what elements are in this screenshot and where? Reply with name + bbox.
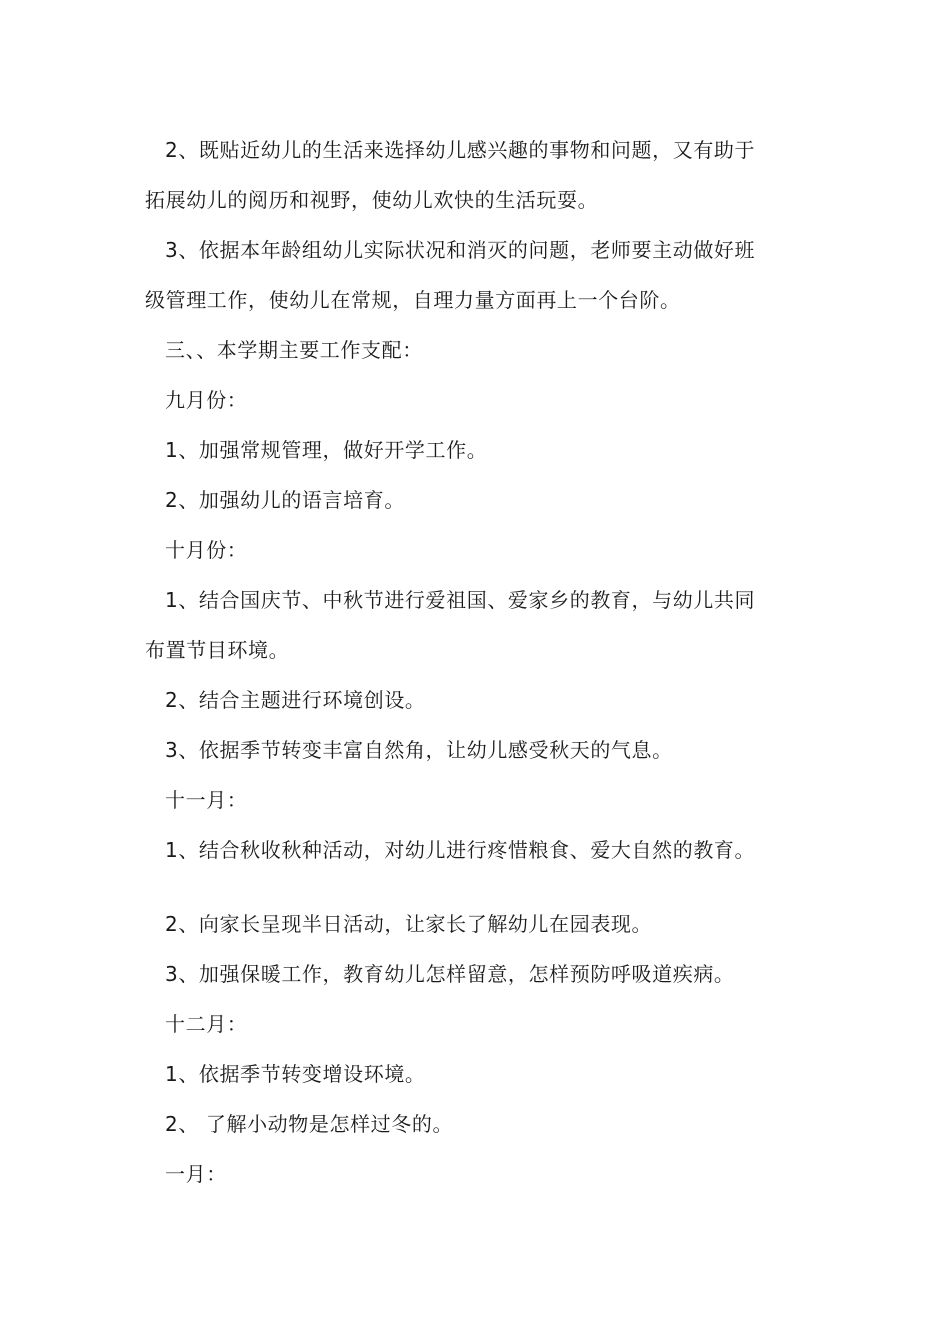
- month-heading: 一月：: [165, 1162, 227, 1186]
- list-item: 1、依据季节转变增设环境。: [165, 1062, 426, 1086]
- list-item: 1、结合秋收秋种活动，对幼儿进行疼惜粮食、爱大自然的教育。: [165, 838, 756, 862]
- paragraph-line: 级管理工作，使幼儿在常规，自理力量方面再上一个台阶。: [145, 288, 681, 312]
- paragraph-line: 2、既贴近幼儿的生活来选择幼儿感兴趣的事物和问题，又有助于: [165, 138, 756, 162]
- month-heading: 十一月：: [165, 788, 248, 812]
- list-item: 2、结合主题进行环境创设。: [165, 688, 426, 712]
- paragraph-line: 3、依据本年龄组幼儿实际状况和消灭的问题，老师要主动做好班: [165, 238, 756, 262]
- list-item: 2、 了解小动物是怎样过冬的。: [165, 1112, 454, 1136]
- paragraph-line: 拓展幼儿的阅历和视野，使幼儿欢快的生活玩耍。: [145, 188, 599, 212]
- list-item: 1、加强常规管理，做好开学工作。: [165, 438, 488, 462]
- section-heading: 三、、本学期主要工作支配：: [165, 338, 423, 362]
- list-item: 2、加强幼儿的语言培育。: [165, 488, 405, 512]
- list-item: 1、结合国庆节、中秋节进行爱祖国、爱家乡的教育，与幼儿共同: [165, 588, 756, 612]
- list-item: 2、向家长呈现半日活动，让家长了解幼儿在园表现。: [165, 912, 653, 936]
- month-heading: 十二月：: [165, 1012, 248, 1036]
- month-heading: 九月份：: [165, 388, 248, 412]
- list-item: 3、加强保暖工作，教育幼儿怎样留意，怎样预防呼吸道疾病。: [165, 962, 735, 986]
- list-item-continuation: 布置节目环境。: [145, 638, 290, 662]
- month-heading: 十月份：: [165, 538, 248, 562]
- list-item: 3、依据季节转变丰富自然角，让幼儿感受秋天的气息。: [165, 738, 673, 762]
